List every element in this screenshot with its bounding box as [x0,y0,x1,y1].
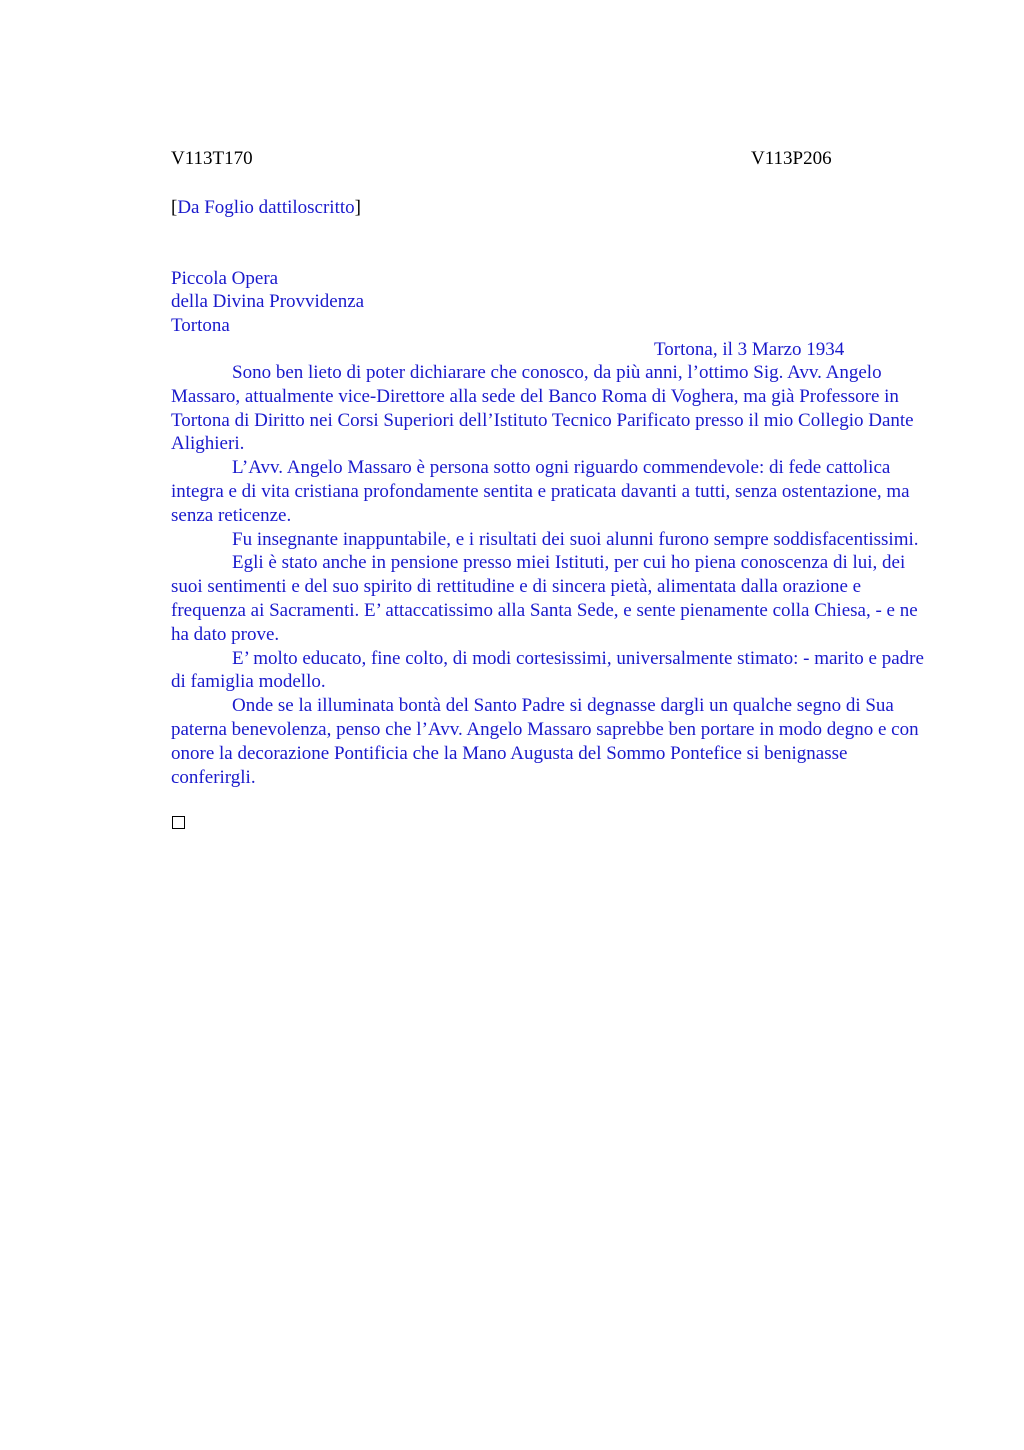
document-code-right: V113P206 [751,148,832,169]
end-mark-box [172,816,185,829]
letterhead-line-2: della Divina Provvidenza [171,291,365,312]
document-code-left: V113T170 [171,148,253,169]
letterhead-line-1: Piccola Opera [171,268,279,289]
paragraph-3: Fu insegnante inappuntabile, e i risultati dei suoi alunni furono sempre soddisfacentissimi. [232,528,919,550]
letter-date: Tortona, il 3 Marzo 1934 [654,339,845,360]
source-note-close-bracket: ] [354,197,361,218]
paragraph-4: Egli è stato anche in pensione presso miei Istituti, per cui ho piena conoscenza di lui, dei suoi sentimenti e del suo spirito di rettitudine e di sincera pietà, alimentata dalla orazione e frequenza ai Sacramenti. E’ attaccatissimo alla Santa Sede, e sente pienamente colla Chiesa, - e ne ha dato prove. [171,552,918,645]
source-note-text: Da Foglio dattiloscritto [177,197,355,218]
paragraph-1: Sono ben lieto di poter dichiarare che conosco, da più anni, l’ottimo Sig. Avv. Angelo Massaro, attualmente vice-Direttore alla sede del Banco Roma di Voghera, ma già Professore in Tortona di Diritto nei Corsi Superiori dell’Istituto Tecnico Parificato presso il mio Collegio Dante Alighieri. [171,362,914,455]
letter-body [171,361,931,789]
paragraph-5: E’ molto educato, fine colto, di modi cortesissimi, universalmente stimato: - marito e padre di famiglia modello. [171,647,924,693]
paragraph-2: L’Avv. Angelo Massaro è persona sotto ogni riguardo commendevole: di fede cattolica integra e di vita cristiana profondamente sentita e praticata davanti a tutti, senza ostentazione, ma senza reticenze. [171,457,910,526]
paragraph-6: Onde se la illuminata bontà del Santo Padre si degnasse dargli un qualche segno di Sua paterna benevolenza, penso che l’Avv. Angelo Massaro saprebbe ben portare in modo degno e con onore la decorazione Pontificia che la Mano Augusta del Sommo Pontefice si benignasse conferirgli. [171,695,919,788]
source-note-open-bracket: [ [171,197,178,218]
source-note [171,196,361,219]
letterhead-line-3: Tortona [171,315,230,336]
